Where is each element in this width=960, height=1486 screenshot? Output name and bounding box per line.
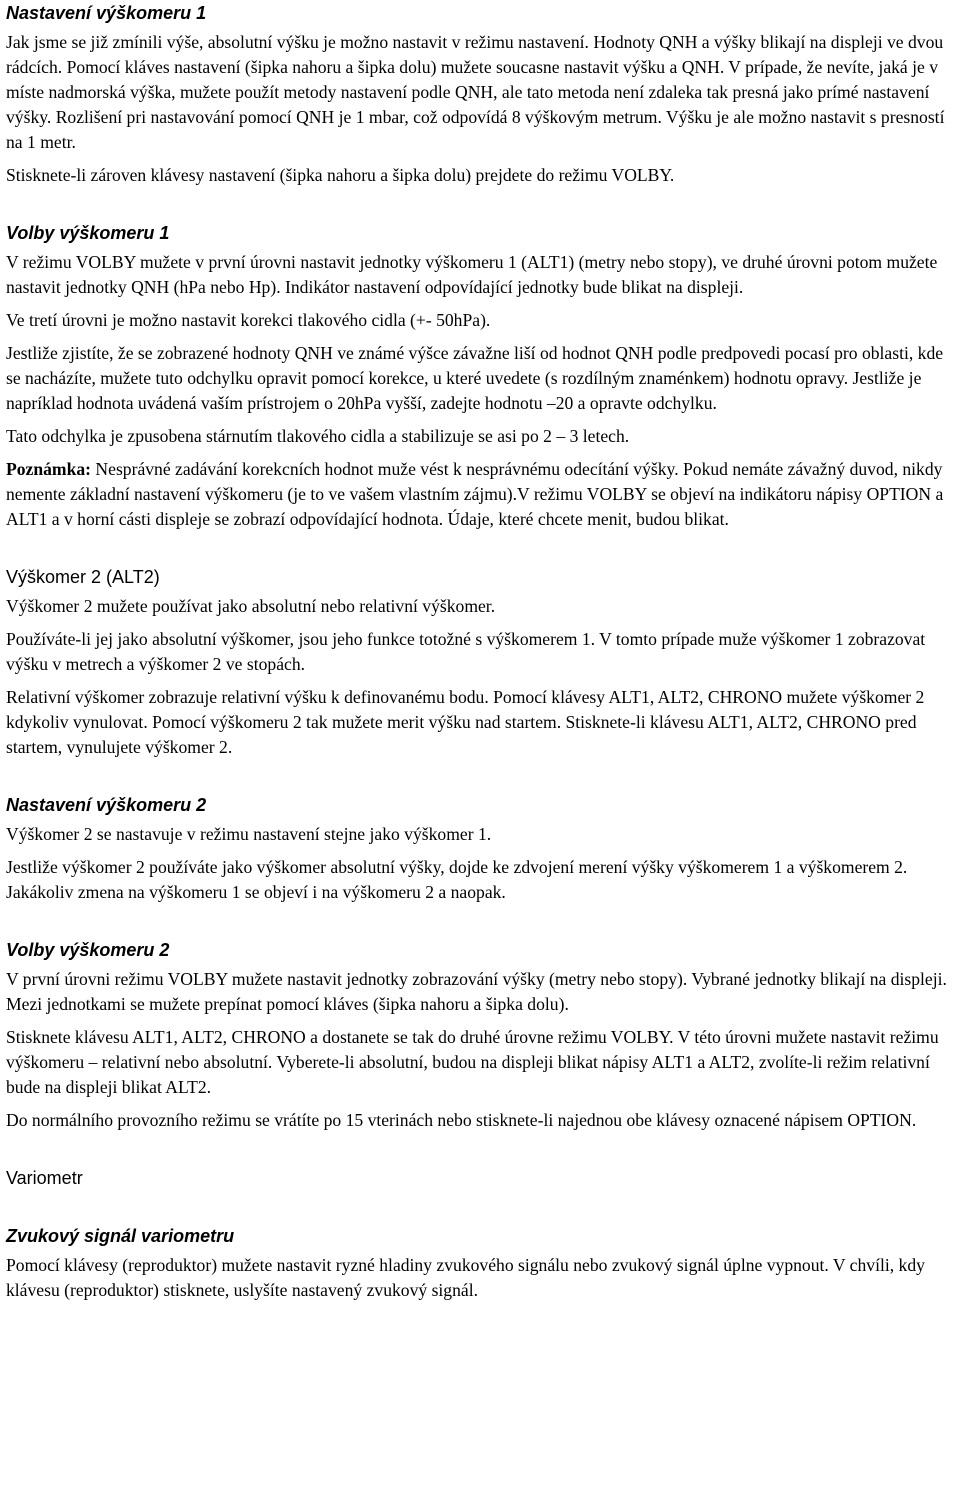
paragraph: Jak jsme se již zmínili výše, absolutní výšku je možno nastavit v režimu nastavení. Hodnoty QNH a výšky blikají na displeji ve dvou rádcích. Pomocí kláves nastavení (šipka nahoru a šipka dolu) mužete soucasne nastavit výšku a QNH. V prípade, že nevíte, jaká je v míste nadmorská výška, mužete použít metody nastavení podle QNH, ale tato metoda není zdaleka tak presná jako prímé nastavení výšky. Rozlišení pri nastavování pomocí QNH je 1 mbar, což odpovídá 8 výškovým metrum. Výšku je ale možno nastavit s presností na 1 metr. [6,32,945,152]
section-heading: Volby výškomeru 1 [6,223,170,243]
paragraph: Relativní výškomer zobrazuje relativní výšku k definovanému bodu. Pomocí klávesy ALT1, ALT2, CHRONO mužete výškomer 2 kdykoliv vynulovat. Pomocí výškomeru 2 tak mužete merit výšku nad startem. Stisknete-li klávesu ALT1, ALT2, CHRONO pred startem, vynulujete výškomer 2. [6,687,925,757]
paragraph: Jestliže zjistíte, že se zobrazené hodnoty QNH ve známé výšce závažne liší od hodnot QNH podle predpovedi pocasí pro oblasti, kde se nacházíte, mužete tuto odchylku opravit pomocí korekce, u které uvedete (s rozdílným znaménkem) hodnotu opravy. Jestliže je napríklad hodnota uvádená vaším prístrojem o 20hPa vyšší, zadejte hodnotu –20 a opravte odchylku. [6,343,944,413]
note-paragraph [6,457,958,532]
paragraph: Ve tretí úrovni je možno nastavit korekci tlakového cidla (+- 50hPa). [6,310,491,330]
paragraph: Jestliže výškomer 2 používáte jako výškomer absolutní výšky, dojde ke zdvojení merení výšky výškomerem 1 a výškomerem 2. Jakákoliv zmena na výškomeru 1 se objeví i na výškomeru 2 a naopak. [6,857,908,902]
paragraph: Tato odchylka je zpusobena stárnutím tlakového cidla a stabilizuje se asi po 2 – 3 letech. [6,426,630,446]
paragraph: Stisknete klávesu ALT1, ALT2, CHRONO a dostanete se tak do druhé úrovne režimu VOLBY. V této úrovni mužete nastavit režimu výškomeru – relativní nebo absolutní. Vyberete-li absolutní, budou na displeji blikat nápisy ALT1 a ALT2, zvolíte-li režim relativní bude na displeji blikat ALT2. [6,1027,939,1097]
paragraph: Pomocí klávesy (reproduktor) mužete nastavit rуzné hladiny zvukového signálu nebo zvukový signál úplne vypnout. V chvíli, kdy klávesu (reproduktor) stisknete, uslyšíte nastavený zvukový signál. [6,1255,925,1300]
note-label: Poznámka: [6,459,92,479]
note-text: Nesprávné zadávání korekcních hodnot muže vést k nesprávnému odecítání výšky. Pokud nemáte závažný duvod, nikdy nemente základní nastavení výškomeru (je to ve vašem vlastním zájmu).V režimu VOLBY se objeví na indikátoru nápisy OPTION a ALT1 a v horní cásti displeje se zobrazí odpovídající hodnota. Údaje, které chcete menit, budou blikat. [6,459,944,529]
paragraph: Stisknete-li zároven klávesy nastavení (šipka nahoru a šipka dolu) prejdete do režimu VOLBY. [6,165,675,185]
paragraph: V režimu VOLBY mužete v první úrovni nastavit jednotky výškomeru 1 (ALT1) (metry nebo stopy), ve druhé úrovni potom mužete nastavit jednotky QNH (hPa nebo Hp). Indikátor nastavení odpovídající jednotky bude blikat na displeji. [6,252,938,297]
section-heading: Variometr [6,1168,83,1188]
paragraph: Výškomer 2 se nastavuje v režimu nastavení stejne jako výškomer 1. [6,824,492,844]
section-heading: Nastavení výškomeru 1 [6,3,207,23]
paragraph: Používáte-li jej jako absolutní výškomer, jsou jeho funkce totožné s výškomerem 1. V tomto prípade muže výškomer 1 zobrazovat výšku v metrech a výškomer 2 ve stopách. [6,629,926,674]
paragraph: V první úrovni režimu VOLBY mužete nastavit jednotky zobrazování výšky (metry nebo stopy). Vybrané jednotky blikají na displeji. Mezi jednotkami se mužete prepínat pomocí kláves (šipka nahoru a šipka dolu). [6,969,947,1014]
section-heading: Nastavení výškomeru 2 [6,795,207,815]
section-heading: Zvukový signál variometru [6,1226,235,1246]
section-heading: Volby výškomeru 2 [6,940,170,960]
section-heading: Výškomer 2 (ALT2) [6,567,160,587]
paragraph: Do normálního provozního režimu se vrátíte po 15 vterinách nebo stisknete-li najednou obe klávesy oznacené nápisem OPTION. [6,1110,917,1130]
paragraph: Výškomer 2 mužete používat jako absolutní nebo relativní výškomer. [6,596,496,616]
